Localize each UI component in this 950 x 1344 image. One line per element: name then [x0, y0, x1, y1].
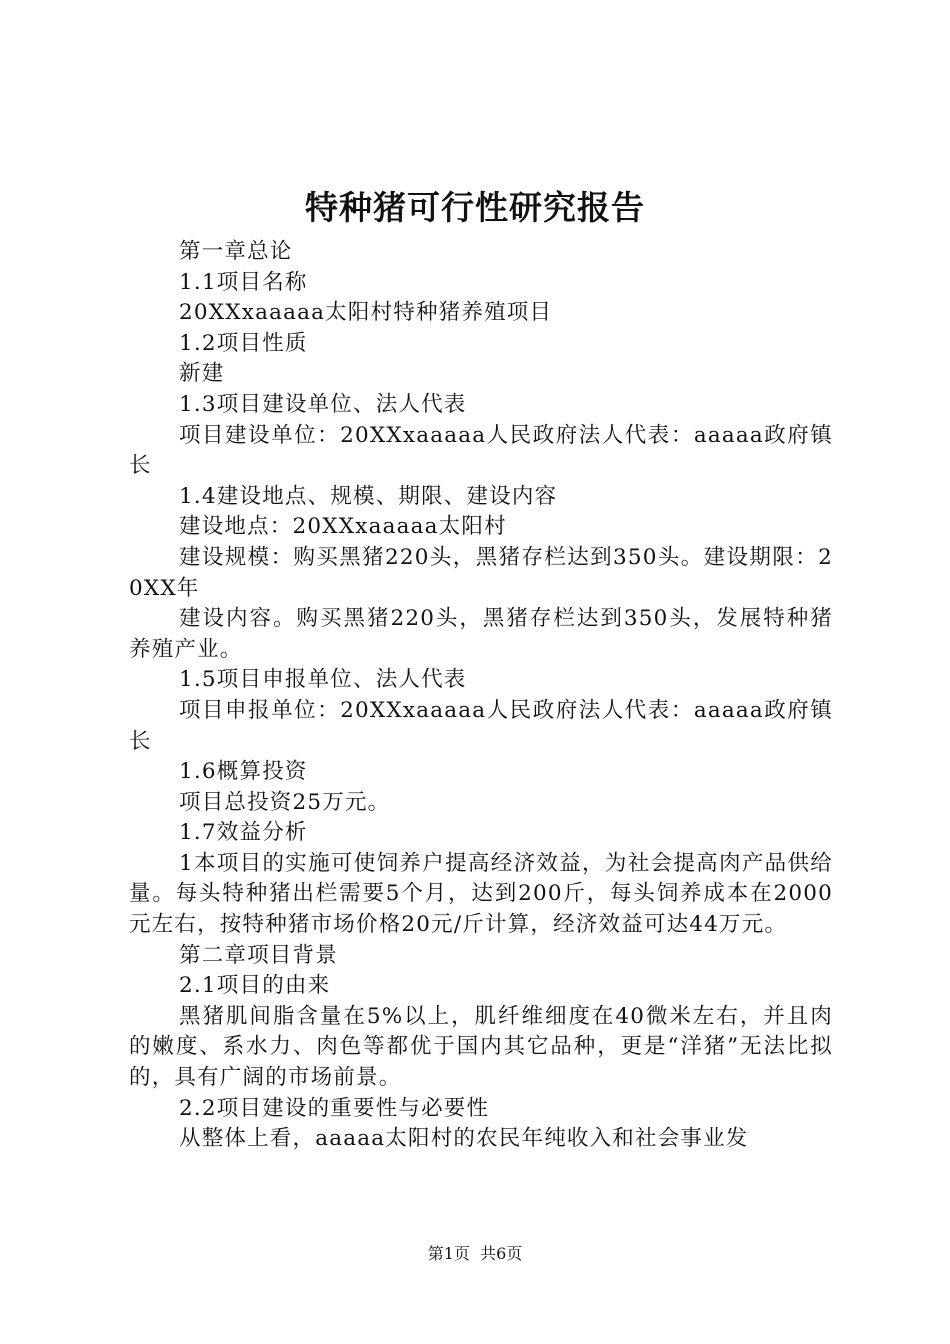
paragraph: 新建	[179, 361, 225, 387]
paragraph: 项目申报单位：20XXxaaaaa人民政府法人代表：aaaaa政府镇长	[129, 697, 833, 754]
section-heading: 1.3项目建设单位、法人代表	[179, 391, 467, 417]
section-heading: 1.4建设地点、规模、期限、建设内容	[179, 483, 558, 509]
paragraph: 从整体上看，aaaaa太阳村的农民年纯收入和社会事业发	[179, 1126, 749, 1152]
section-heading: 1.6概算投资	[179, 759, 308, 785]
section-heading: 1.7效益分析	[179, 820, 308, 846]
section-heading: 1.1项目名称	[179, 269, 308, 295]
chapter-heading: 第一章总论	[179, 239, 293, 264]
paragraph: 黑猪肌间脂含量在5%以上，肌纤维细度在40微米左右，并且肉的嫩度、系水力、肉色等都优于国内其它品种，更是“洋猪”无法比拟的，具有广阔的市场前景。	[129, 1003, 833, 1091]
paragraph: 项目总投资25万元。	[179, 789, 391, 815]
paragraph: 建设内容。购买黑猪220头，黑猪存栏达到350头，发展特种猪养殖产业。	[129, 606, 833, 662]
page-footer: 第1页 共6页	[427, 1244, 523, 1263]
section-heading: 2.1项目的由来	[179, 973, 331, 999]
chapter-heading: 第二章项目背景	[179, 942, 338, 968]
paragraph: 项目建设单位：20XXxaaaaa人民政府法人代表：aaaaa政府镇长	[129, 422, 833, 479]
paragraph: 1本项目的实施可使饲养户提高经济效益，为社会提高肉产品供给量。每头特种猪出栏需要5个月，达到200斤，每头饲养成本在2000元左右，按特种猪市场价格20元/斤计算，经济效益可达44万元。	[129, 850, 833, 938]
document-title: 特种猪可行性研究报告	[305, 188, 645, 227]
section-heading: 2.2项目建设的重要性与必要性	[179, 1095, 490, 1121]
section-heading: 1.5项目申报单位、法人代表	[179, 667, 467, 693]
document-body	[129, 237, 833, 1155]
paragraph: 20XXxaaaaa太阳村特种猪养殖项目	[179, 300, 553, 326]
paragraph: 建设地点：20XXxaaaaa太阳村	[179, 514, 507, 540]
section-heading: 1.2项目性质	[179, 330, 308, 356]
paragraph: 建设规模：购买黑猪220头，黑猪存栏达到350头。建设期限：20XX年	[129, 544, 833, 601]
